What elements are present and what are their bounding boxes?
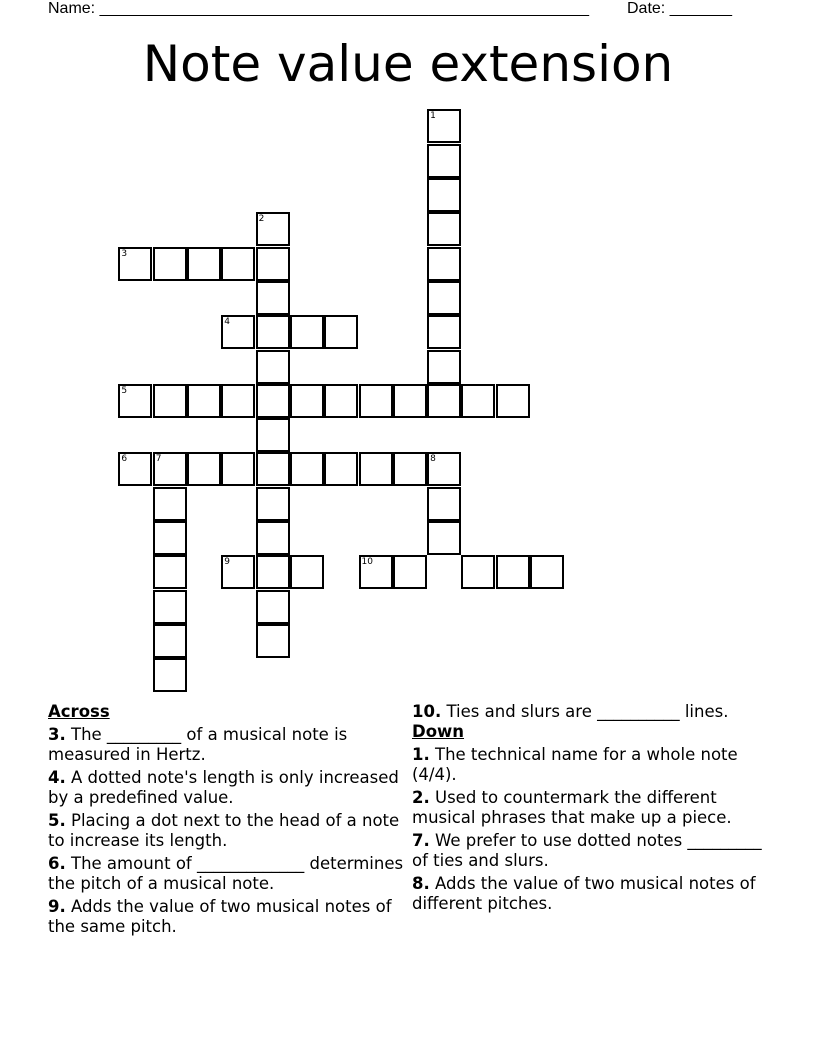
grid-cell[interactable] [427, 109, 461, 143]
clue-number: 6 [121, 454, 128, 465]
grid-cell[interactable] [256, 624, 290, 658]
grid-cell[interactable] [153, 247, 187, 281]
grid-cell[interactable] [118, 452, 152, 486]
clue-down-7: 7. We prefer to use dotted notes _________ of ties and slurs. [412, 831, 762, 870]
grid-cell[interactable] [393, 555, 427, 589]
grid-cell[interactable] [427, 144, 461, 178]
grid-cell[interactable] [427, 178, 461, 212]
grid-cell[interactable] [359, 555, 393, 589]
grid-cell[interactable] [221, 384, 255, 418]
clue-down-8: 8. Adds the value of two musical notes of different pitches. [412, 874, 756, 913]
clue-number: 8 [430, 454, 436, 465]
name-field-label: Name: _______________________________________________________ [48, 0, 589, 17]
grid-cell[interactable] [187, 247, 221, 281]
grid-cell[interactable] [256, 247, 290, 281]
grid-cell[interactable] [118, 247, 152, 281]
grid-cell[interactable] [427, 384, 461, 418]
clue-across-3: 3. The _________ of a musical note is measured in Hertz. [48, 725, 348, 764]
grid-cell[interactable] [221, 315, 255, 349]
clue-number: 5 [121, 385, 128, 396]
grid-cell[interactable] [256, 281, 290, 315]
grid-cell[interactable] [118, 384, 152, 418]
grid-cell[interactable] [393, 384, 427, 418]
grid-cell[interactable] [427, 452, 461, 486]
grid-cell[interactable] [324, 384, 358, 418]
clue-number: 10 [361, 557, 373, 568]
clue-across-9: 9. Adds the value of two musical notes of the same pitch. [48, 897, 392, 936]
grid-cell[interactable] [256, 487, 290, 521]
clue-across-5: 5. Placing a dot next to the head of a note to increase its length. [48, 811, 400, 850]
clue-number: 3 [121, 248, 128, 259]
grid-cell[interactable] [290, 315, 324, 349]
clue-down-1: 1. The technical name for a whole note (4/4). [412, 745, 738, 784]
grid-cell[interactable] [153, 658, 187, 692]
grid-cell[interactable] [461, 384, 495, 418]
down-clues [412, 702, 762, 914]
down-heading: Down [412, 722, 465, 741]
grid-cell[interactable] [256, 212, 290, 246]
grid-cell[interactable] [496, 555, 530, 589]
page-title: Note value extension [142, 35, 674, 93]
grid-cell[interactable] [256, 315, 290, 349]
grid-cell[interactable] [427, 247, 461, 281]
grid-cell[interactable] [256, 590, 290, 624]
grid-cell[interactable] [324, 315, 358, 349]
grid-cell[interactable] [427, 212, 461, 246]
grid-cell[interactable] [461, 555, 495, 589]
grid-cell[interactable] [256, 452, 290, 486]
grid-cell[interactable] [290, 452, 324, 486]
grid-cell[interactable] [153, 624, 187, 658]
grid-cell[interactable] [427, 487, 461, 521]
grid-cell[interactable] [153, 452, 187, 486]
grid-cell[interactable] [221, 555, 255, 589]
clue-down-2: 2. Used to countermark the different musical phrases that make up a piece. [412, 788, 732, 827]
grid-cell[interactable] [324, 452, 358, 486]
clue-number: 1 [430, 111, 436, 122]
clue-number: 9 [224, 557, 231, 568]
grid-cell[interactable] [427, 281, 461, 315]
grid-cell[interactable] [153, 555, 187, 589]
clue-across-4: 4. A dotted note's length is only increased by a predefined value. [48, 768, 399, 807]
grid-cell[interactable] [496, 384, 530, 418]
grid-cell[interactable] [153, 590, 187, 624]
grid-cell[interactable] [187, 384, 221, 418]
grid-cell[interactable] [427, 521, 461, 555]
grid-cell[interactable] [221, 452, 255, 486]
clue-number: 4 [224, 317, 231, 328]
grid-cell[interactable] [427, 315, 461, 349]
grid-cell[interactable] [290, 555, 324, 589]
grid-cell[interactable] [359, 384, 393, 418]
grid-cell[interactable] [256, 350, 290, 384]
grid-cell[interactable] [256, 384, 290, 418]
grid-cell[interactable] [530, 555, 564, 589]
grid-cell[interactable] [153, 384, 187, 418]
grid-cell[interactable] [153, 487, 187, 521]
grid-cell[interactable] [359, 452, 393, 486]
clue-number: 2 [258, 214, 265, 225]
grid-cell[interactable] [256, 555, 290, 589]
grid-cell[interactable] [221, 247, 255, 281]
grid-cell[interactable] [427, 350, 461, 384]
across-clues [48, 702, 408, 937]
grid-cell[interactable] [153, 521, 187, 555]
date-field-label: Date: _______ [627, 0, 732, 17]
grid-cell[interactable] [393, 452, 427, 486]
grid-cell[interactable] [290, 384, 324, 418]
grid-cell[interactable] [256, 418, 290, 452]
grid-cell[interactable] [256, 521, 290, 555]
clue-across-6: 6. The amount of _____________ determines the pitch of a musical note. [48, 854, 404, 893]
across-heading: Across [48, 702, 110, 721]
grid-cell[interactable] [187, 452, 221, 486]
clue-number: 7 [155, 454, 162, 465]
clue-across-10: 10. Ties and slurs are __________ lines. [412, 702, 729, 721]
